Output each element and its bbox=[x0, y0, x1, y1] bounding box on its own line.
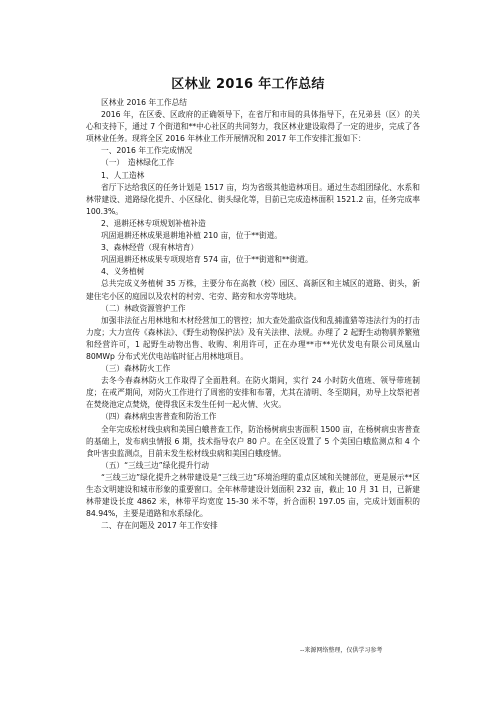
body-paragraph: 巩固退耕还林成果退耕地补植 210 亩，位于**街道。 bbox=[101, 231, 282, 241]
body-paragraph: 二、存在问题及 2017 年工作安排 bbox=[101, 521, 218, 531]
body-paragraph: （一） 造林绿化工作 bbox=[101, 158, 175, 168]
body-paragraph: 去冬今春森林防火工作取得了全面胜利。在防火期间，实行 24 小时防火值班、领导带班制度；在戒严期间，对防火工作进行了周密的安排和布署，尤其在清明、冬至期间，劝导上坟祭祀者在焚烧池定点焚烧，使得我区未发生任何一起火情、火灾。 bbox=[86, 376, 420, 410]
body-paragraph: 4、义务植树 bbox=[101, 267, 145, 277]
body-paragraph: 一、2016 年工作完成情况 bbox=[101, 146, 193, 156]
body-paragraph: （五）“三线三边”绿化提升行动 bbox=[101, 460, 209, 470]
body-paragraph: 区林业 2016 年工作总结 bbox=[101, 98, 187, 107]
footer-note: --来源网络整理，仅供学习参考 bbox=[300, 647, 383, 654]
body-paragraph: “三线三边”绿化提升之林带建设是“三线三边”环境治理的重点区域和关键部位，更是展示**区生态文明建设和城市形象的重要窗口。全年林带建设计划面积 232 亩，截止 10 月 31 日，已新建林带建设长度 4862 米，林带平均宽度 15-30 米不等，折合面积 197.05 亩，完成计划面积的 84.94%，主要是道路和水系绿化。 bbox=[86, 472, 420, 519]
body-paragraph: 2、退耕还林专项规划补植补造 bbox=[101, 218, 206, 228]
body-paragraph: （二）林政资源管护工作 bbox=[101, 303, 186, 313]
body-paragraph: （三）森林防火工作 bbox=[101, 364, 171, 374]
body-paragraph: （四）森林病虫害普查和防治工作 bbox=[101, 412, 217, 422]
body-paragraph: 全年完成松材线虫病和美国白蛾普查工作，防治杨树病虫害面积 1500 亩，在杨树病虫害普查的基础上，发布病虫情报 6 期，技术指导农户 80 户。在全区设置了 5 个美国白蛾监测点和 4 个食叶害虫监测点，目前未发生松材线虫病和美国白蛾疫情。 bbox=[86, 424, 420, 458]
document-body bbox=[86, 97, 420, 532]
body-paragraph: 巩固退耕还林成果专项现培育 574 亩，位于**街道和**街道。 bbox=[101, 255, 313, 265]
body-paragraph: 总共完成义务植树 35 万株，主要分布在高教（校）园区、高新区和主城区的道路、街头，新建住宅小区的庭园以及农村的村旁、宅旁、路旁和水旁等地块。 bbox=[86, 279, 420, 301]
body-paragraph: 加强非法征占用林地和木材经营加工的管控；加大查处滥砍盗伐和乱捕滥猎等违法行为的打击力度；大力宣传《森林法》、《野生动物保护法》及有关法律、法规。办理了 2 起野生动物驯养繁殖和经营许可，1 起野生动物出售、收购、利用许可，正在办理**市**光伏发电有限公司凤凰山 80MWp 分布式光伏电站临时征占用林地项目。 bbox=[86, 315, 420, 361]
body-paragraph: 1、人工造林 bbox=[101, 170, 145, 180]
body-paragraph: 省厅下达给我区的任务计划是 1517 亩，均为省级其他造林项目。通过生态组团绿化、水系和林带建设、道路绿化提升、小区绿化、街头绿化等，目前已完成造林面积 1521.2 亩，任务完成率 100.3%。 bbox=[86, 182, 420, 216]
body-paragraph: 2016 年，在区委、区政府的正确领导下，在省厅和市局的具体指导下，在兄弟县（区）的关心和支持下，通过 7 个街道和**中心社区的共同努力，我区林业建设取得了一定的进步，完成了各项林业任务。现将全区 2016 年林业工作开展情况和 2017 年工作安排汇报如下： bbox=[86, 110, 420, 144]
body-paragraph: 3、森林经营（现有林培育） bbox=[101, 243, 199, 253]
document-title: 区林业 2016 年工作总结 bbox=[171, 77, 325, 92]
